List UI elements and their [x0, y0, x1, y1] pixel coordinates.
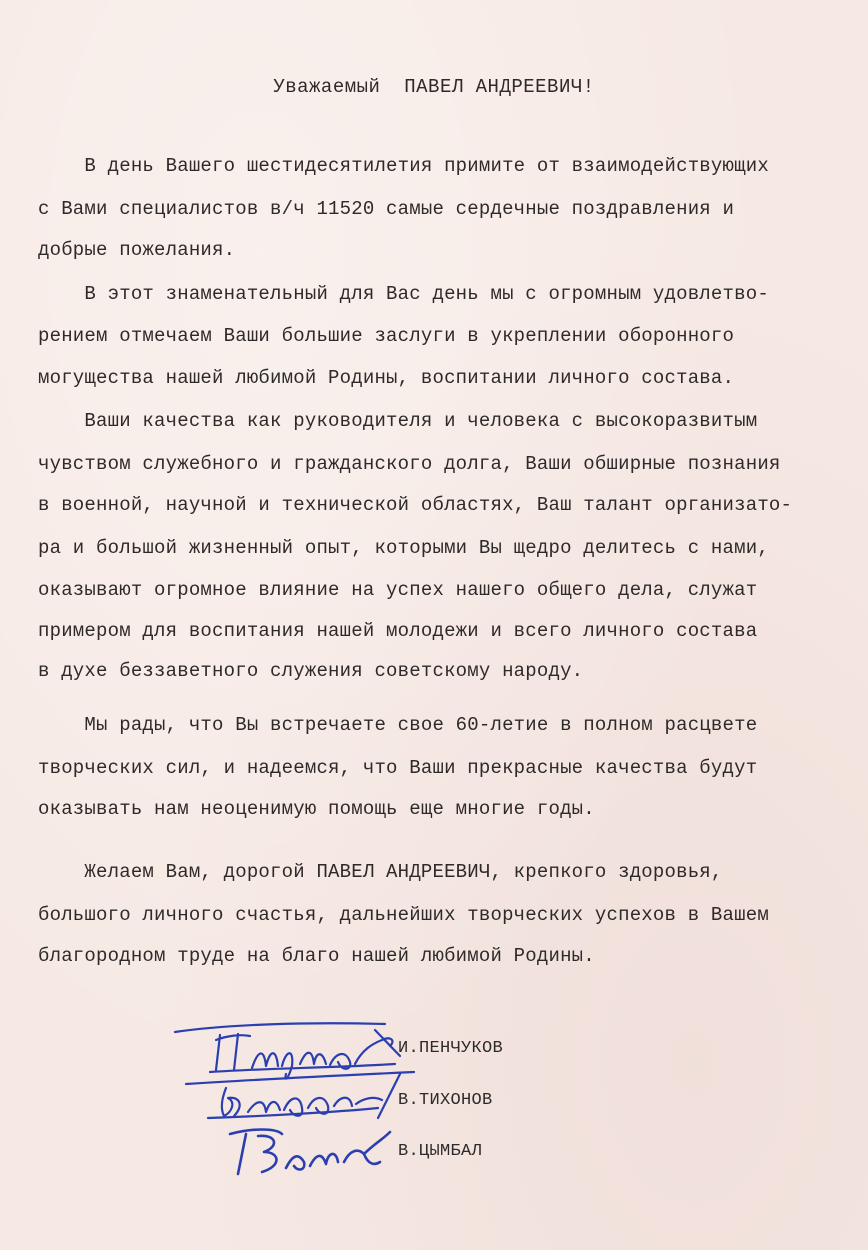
- letter-line: благородном труде на благо нашей любимой Родины.: [38, 945, 595, 967]
- letter-line: примером для воспитания нашей молодежи и всего личного состава: [38, 620, 758, 642]
- letter-line: чувством служебного и гражданского долга, Ваши обширные познания: [38, 453, 781, 475]
- signatory-name: В.ЦЫМБАЛ: [398, 1142, 483, 1161]
- letter-line: В день Вашего шестидесятилетия примите от взаимодействующих: [38, 155, 769, 177]
- letter-line: добрые пожелания.: [38, 239, 236, 261]
- letter-line: Мы рады, что Вы встречаете свое 60-летие в полном расцвете: [38, 714, 758, 736]
- letter-line: ра и большой жизненный опыт, которыми Вы щедро делитесь с нами,: [38, 537, 769, 559]
- signatory-name: И.ПЕНЧУКОВ: [398, 1039, 504, 1058]
- salutation: Уважаемый ПАВЕЛ АНДРЕЕВИЧ!: [273, 76, 595, 98]
- letter-line: оказывать нам неоценимую помощь еще многие годы.: [38, 798, 595, 820]
- letter-line: Ваши качества как руководителя и человека с высокоразвитым: [38, 410, 758, 432]
- signature-tsymbal-icon: [218, 1122, 398, 1186]
- signatory-name: В.ТИХОНОВ: [398, 1091, 493, 1110]
- letter-line: В этот знаменательный для Вас день мы с огромным удовлетво-: [38, 283, 769, 305]
- letter-line: могущества нашей любимой Родины, воспитании личного состава.: [38, 367, 735, 389]
- letter-line: с Вами специалистов в/ч 11520 самые сердечные поздравления и: [38, 198, 735, 220]
- letter-line: оказывают огромное влияние на успех нашего общего дела, служат: [38, 579, 758, 601]
- letter-line: Желаем Вам, дорогой ПАВЕЛ АНДРЕЕВИЧ, крепкого здоровья,: [38, 861, 723, 883]
- letter-line: творческих сил, и надеемся, что Ваши прекрасные качества будут: [38, 757, 758, 779]
- letter-line: в военной, научной и технической областях, Ваш талант организато-: [38, 494, 793, 516]
- letter-line: в духе беззаветного служения советскому народу.: [38, 660, 584, 682]
- letter-line: большого личного счастья, дальнейших творческих успехов в Вашем: [38, 904, 769, 926]
- letter-line: рением отмечаем Ваши большие заслуги в укреплении оборонного: [38, 325, 735, 347]
